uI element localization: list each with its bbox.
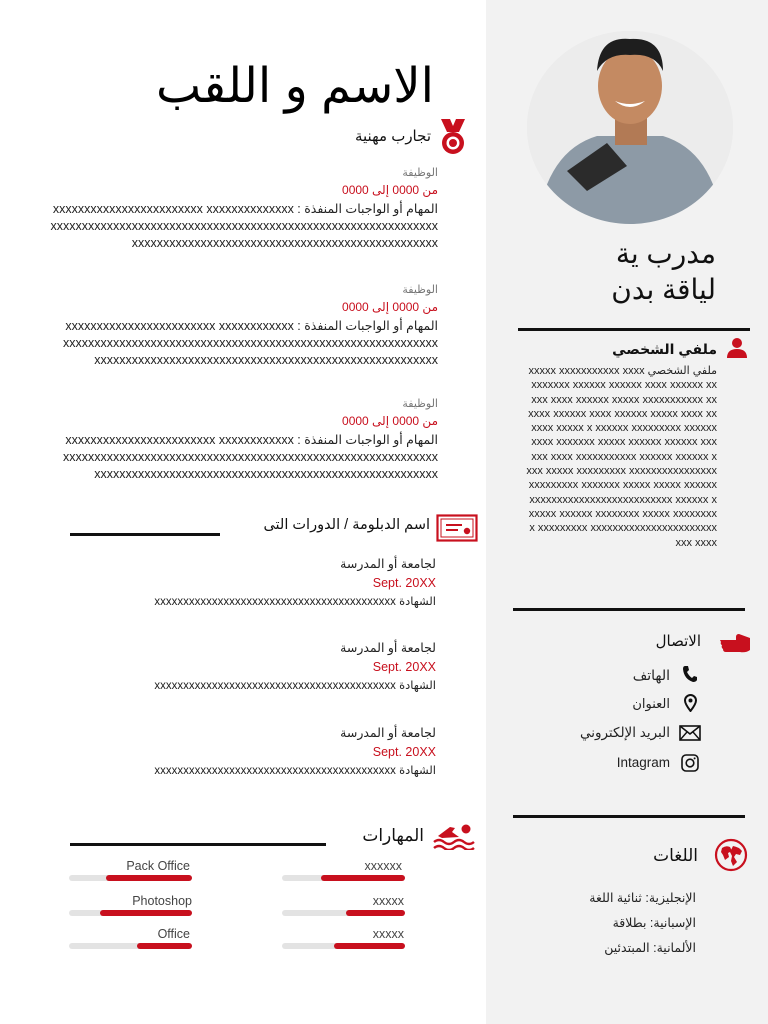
skill-bar-fill — [321, 875, 405, 881]
job-entry-2 — [62, 283, 438, 369]
medal-icon — [438, 118, 468, 156]
skill-label: Photoshop — [132, 894, 192, 908]
skills-divider — [70, 843, 326, 846]
language-item: الإسبانية: بطلاقة — [612, 916, 696, 930]
contact-divider — [513, 608, 745, 611]
contact-address[interactable]: العنوان — [632, 696, 670, 711]
education-certificate: الشهادة xxxxxxxxxxxxxxxxxxxxxxxxxxxxxxxxxxxxxxxxxx — [154, 765, 436, 777]
skill-bar-fill — [346, 910, 405, 916]
education-entry-1 — [110, 556, 436, 608]
education-school: لجامعة أو المدرسة — [340, 557, 436, 571]
job-description: المهام أو الواجبات المنفذة : xxxxxxxxxxxxxxxxxxxxxxxx xxxxxxxxxxxxxxxxxxxxxxxxxxxxxxxxxxxxxxxxxxxxxxxxxxxxxxxxxxxxxxxxxxxxxxxxxxxxxxxxxxxxxxxxxxxxxxxxxxxxxxxxxxxxxxxxxxxxxxxxxxxxx — [50, 202, 438, 250]
person-icon — [726, 337, 748, 359]
job-description: المهام أو الواجبات المنفذة : xxxxxxxxxxxxxxxxxxxxxxxx xxxxxxxxxxxxxxxxxxxxxxxxxxxxxxxxxxxxxxxxxxxxxxxxxxxxxxxxxxxxxxxxxxxxxxxxxxxxxxxxxxxxxxxxxxxxxxxxxxxxxxxxxxxxxxxxxxxxxxxxxxxxxxx — [63, 319, 438, 367]
skill-bar-fill — [106, 875, 192, 881]
location-pin-icon — [684, 694, 697, 712]
skill-label: xxxxx — [372, 927, 404, 941]
languages-divider — [513, 815, 745, 818]
education-certificate: الشهادة xxxxxxxxxxxxxxxxxxxxxxxxxxxxxxxxxxxxxxxxxx — [154, 596, 436, 608]
profile-divider — [518, 328, 750, 331]
job-dates: من 0000 إلى 0000 — [342, 183, 438, 197]
job-entry-1 — [48, 166, 438, 252]
education-divider — [70, 533, 220, 536]
skill-bar-fill — [334, 943, 405, 949]
job-dates: من 0000 إلى 0000 — [342, 414, 438, 428]
globe-icon — [714, 838, 748, 872]
pointing-hand-icon — [718, 632, 752, 654]
envelope-icon — [679, 725, 701, 741]
job-dates: من 0000 إلى 0000 — [342, 300, 438, 314]
skills-title: المهارات — [362, 826, 424, 845]
job-description: المهام أو الواجبات المنفذة : xxxxxxxxxxxxxxxxxxxxxxxx xxxxxxxxxxxxxxxxxxxxxxxxxxxxxxxxxxxxxxxxxxxxxxxxxxxxxxxxxxxxxxxxxxxxxxxxxxxxxxxxxxxxxxxxxxxxxxxxxxxxxxxxxxxxxxxxxxxxxxxxxxxxxxx — [63, 433, 438, 481]
education-certificate: الشهادة xxxxxxxxxxxxxxxxxxxxxxxxxxxxxxxxxxxxxxxxxx — [154, 680, 436, 692]
contact-email[interactable]: البريد الإلكتروني — [579, 725, 670, 740]
language-item: الإنجليزية: ثنائية اللغة — [589, 891, 696, 905]
skill-label: Office — [157, 927, 190, 941]
education-date: Sept. 20XX — [372, 576, 436, 590]
profile-photo — [527, 31, 733, 224]
education-entry-3 — [110, 725, 436, 777]
skill-label: xxxxx — [372, 894, 404, 908]
job-title-line-2: لياقة بدن — [611, 274, 716, 305]
education-entry-2 — [110, 640, 436, 692]
skill-label: xxxxxx — [364, 859, 402, 873]
language-item: الألمانية: المبتدئين — [604, 941, 696, 955]
education-title: اسم الدبلومة / الدورات التى — [263, 517, 430, 533]
swimmer-icon — [432, 822, 476, 850]
job-entry-3 — [62, 397, 438, 483]
contact-instagram[interactable]: Intagram — [616, 755, 670, 770]
full-name: الاسم و اللقب — [156, 60, 434, 113]
languages-title: اللغات — [653, 846, 698, 865]
job-position: الوظيفة — [402, 284, 438, 296]
profile-text: ملفي الشخصي xxxxx xxxxxxxxxxx xxxxxxxxxxx xxxxxx xxxxxx xxxx xxxxxx xxxxx xxxx xxxxxx xxxxx xxxxxxxxxxx xxxxxx xxxxxx xxxx xxxxxx xxxxx xxxx xxxxxx xxxxx x xxxxxx xxxxxxxxx xxxxxxxxxx xxxxxxx xxxxx xxxxxx xxxxxx xxxxxx xxxx xxxxxxxxxxx xxxxxx xxxxxx xxxx xxxxx xxxxxxxxx xxxxxxxxxxxxxxxxxxxxxxxxx xxxxxxx xxxxx xxxxx xxxxxx xxxxxxxxxxxxxxxxxxxxxxxxxx xxxxxx xxxxxx xxxxxx xxxxxxxx xxxxx xxxxxxxxx xxxxxxxxx xxxxxxxxxxxxxxxxxxxxxxxxxx xxxx — [526, 365, 717, 549]
skill-bar-fill — [137, 943, 192, 949]
skill-label: Pack Office — [126, 859, 190, 873]
job-title-line-1: مدرب ية — [615, 238, 716, 269]
education-school: لجامعة أو المدرسة — [340, 641, 436, 655]
job-position: الوظيفة — [402, 398, 438, 410]
experience-title: تجارب مهنية — [354, 128, 431, 145]
education-date: Sept. 20XX — [372, 745, 436, 759]
profile-title: ملفي الشخصي — [612, 341, 717, 357]
education-date: Sept. 20XX — [372, 660, 436, 674]
education-school: لجامعة أو المدرسة — [340, 726, 436, 740]
skill-bar-fill — [100, 910, 192, 916]
contact-title: الاتصال — [655, 633, 701, 650]
certificate-icon — [436, 514, 478, 542]
job-title — [520, 236, 716, 308]
job-position: الوظيفة — [402, 167, 438, 179]
phone-icon — [682, 665, 698, 683]
contact-phone[interactable]: الهاتف — [632, 667, 670, 683]
instagram-icon — [681, 754, 699, 772]
